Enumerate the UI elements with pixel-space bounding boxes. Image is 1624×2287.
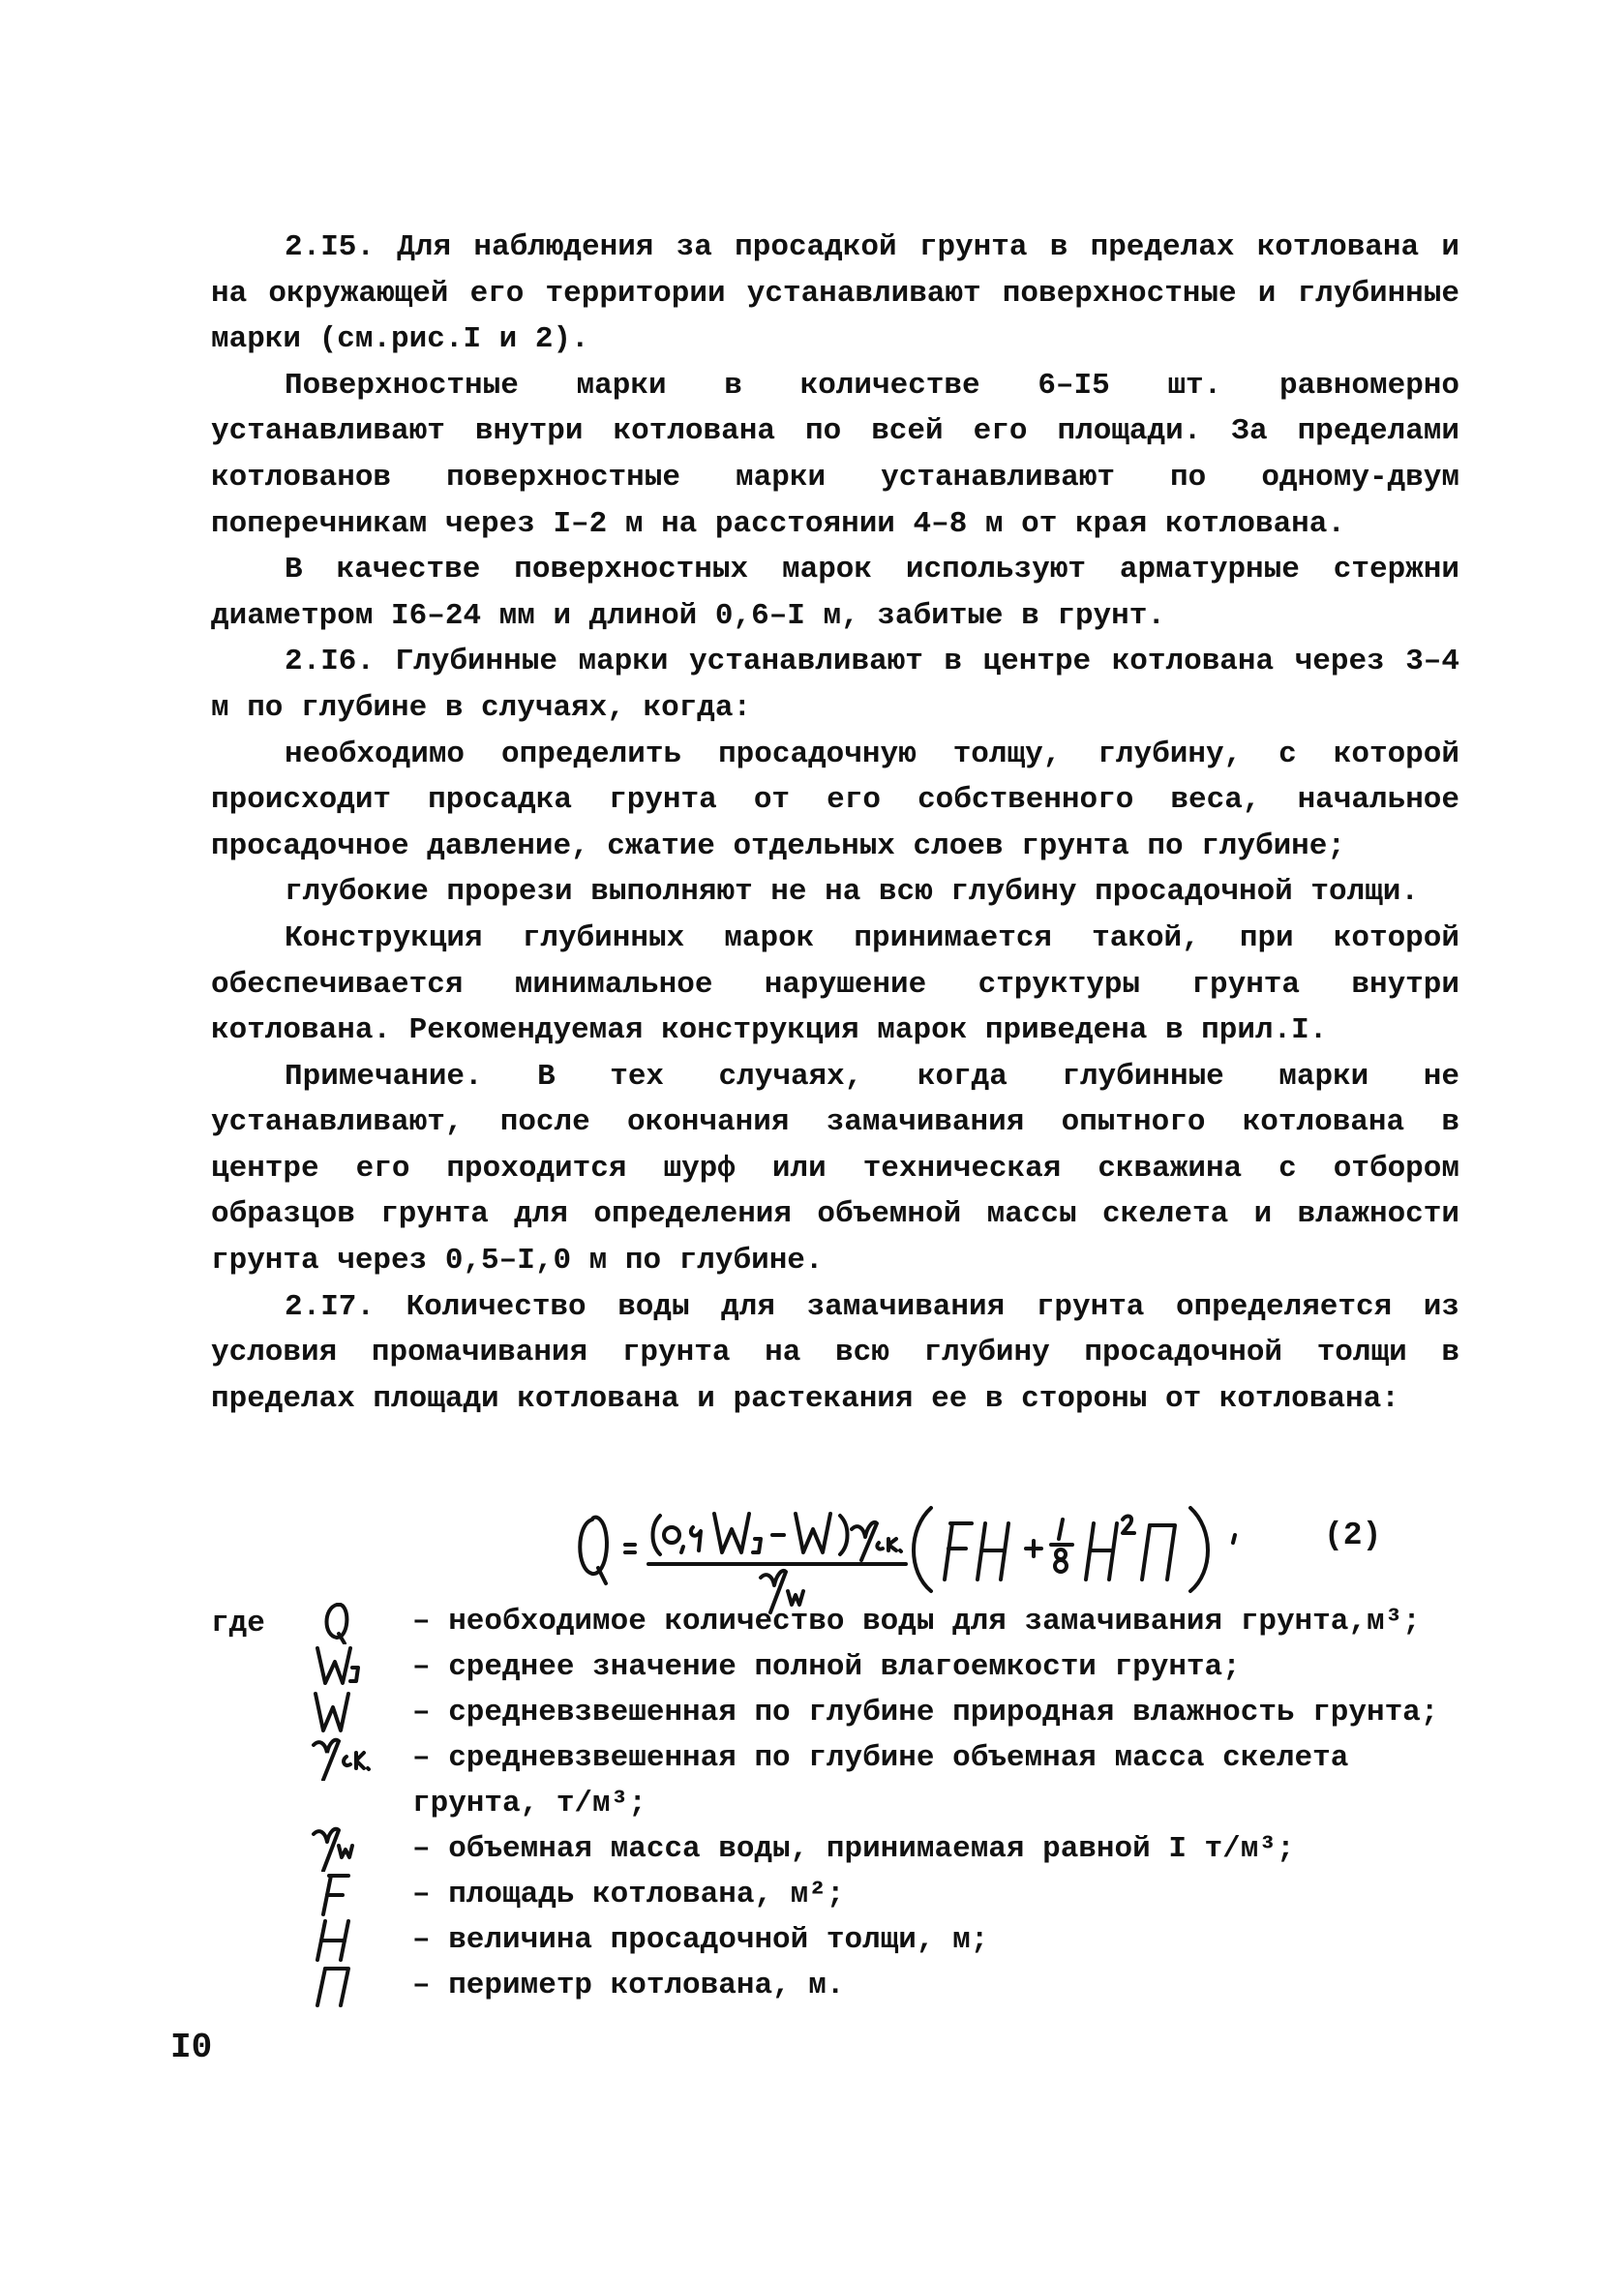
definition-wv [310,1644,1471,1690]
definition-p-text: – периметр котлована, м. [412,1969,845,2002]
symbol-w-graphic [310,1690,406,1735]
symbol-h [310,1917,412,1963]
symbol-f-graphic [310,1872,406,1917]
definition-wv-text: – среднее значение полной влагоемкости грунта; [412,1650,1241,1684]
symbol-q-graphic [310,1599,406,1644]
definition-gamma-sk [310,1735,1471,1826]
definitions-list [310,1599,1471,2008]
where-label: где [211,1607,265,1640]
definition-w-text: – средневзвешенная по глубине природная влажность грунта; [412,1696,1439,1730]
definition-gamma-w-text: – объемная масса воды, принимаемая равной I т/м³; [412,1832,1295,1866]
symbol-gamma-sk-graphic [310,1735,406,1781]
symbol-q [310,1599,412,1644]
definition-p [310,1963,1471,2008]
symbol-gamma-w-graphic [310,1826,406,1872]
symbol-p-graphic [310,1963,406,2008]
definition-q-text: – необходимое количество воды для замачивания грунта,м³; [412,1605,1421,1639]
definition-w [310,1690,1471,1735]
paragraph-case-1: необходимо определить просадочную толщу, глубину, с которой происходит просадка грунта от его собственного веса, начальное просадочное давление, сжатие отдельных слоев грунта по глубине; [211,737,1459,863]
paragraph-surface-marks: Поверхностные марки в количестве 6–I5 шт. равномерно устанавливают внутри котлована по всей его площади. За пределами котлованов поверхностные марки устанавливают по одному-двум поперечникам через I–2 м на расстоянии 4–8 м от края котлована. [211,368,1459,541]
body-text [211,225,1459,1422]
paragraph-2-15: 2.I5. Для наблюдения за просадкой грунта в пределах котлована и на окружающей его территории устанавливают поверхностные и глубинные марки (см.рис.I и 2). [211,230,1459,357]
definition-h-text: – величина просадочной толщи, м; [412,1923,989,1957]
paragraph-construction: Конструкция глубинных марок принимается такой, при которой обеспечивается минимальное нарушение структуры грунта внутри котлована. Рекомендуемая конструкция марок приведена в прил.I. [211,920,1459,1048]
paragraph-surface-marks-material: В качестве поверхностных марок используют арматурные стержни диаметром I6–24 мм и длиной 0,6–I м, забитые в грунт. [211,553,1459,633]
definition-q [310,1599,1471,1644]
paragraph-note: Примечание. В тех случаях, когда глубинные марки не устанавливают, после окончания замачивания опытного котлована в центре его проходится шурф или техническая скважина с отбором образцов грунта для определения объемной массы скелета и влажности грунта через 0,5–I,0 м по глубине. [211,1059,1459,1279]
symbol-wv-graphic [310,1644,406,1690]
symbol-p [310,1963,412,2008]
symbol-h-graphic [310,1917,406,1963]
definition-h [310,1917,1471,1963]
paragraph-case-2: глубокие прорези выполняют не на всю глубину просадочной толщи. [285,875,1419,910]
symbol-f [310,1872,412,1917]
symbol-gamma-w [310,1826,412,1872]
paragraph-2-17: 2.I7. Количество воды для замачивания грунта определяется из условия промачивания грунта на всю глубину просадочной толщи в пределах площади котлована и растекания ее в стороны от котлована: [211,1289,1459,1416]
definition-gamma-sk-text: – средневзвешенная по глубине объемная масса скелета грунта, т/м³; [412,1741,1349,1821]
definition-f [310,1872,1471,1917]
definition-f-text: – площадь котлована, м²; [412,1878,845,1911]
equation-number: (2) [1324,1518,1382,1553]
page-number: I0 [170,2028,213,2067]
symbol-gamma-sk [310,1735,412,1781]
definition-gamma-w [310,1826,1471,1872]
symbol-wv [310,1644,412,1690]
paragraph-2-16: 2.I6. Глубинные марки устанавливают в центре котлована через 3–4 м по глубине в случаях, когда: [211,645,1459,725]
symbol-w [310,1690,412,1735]
